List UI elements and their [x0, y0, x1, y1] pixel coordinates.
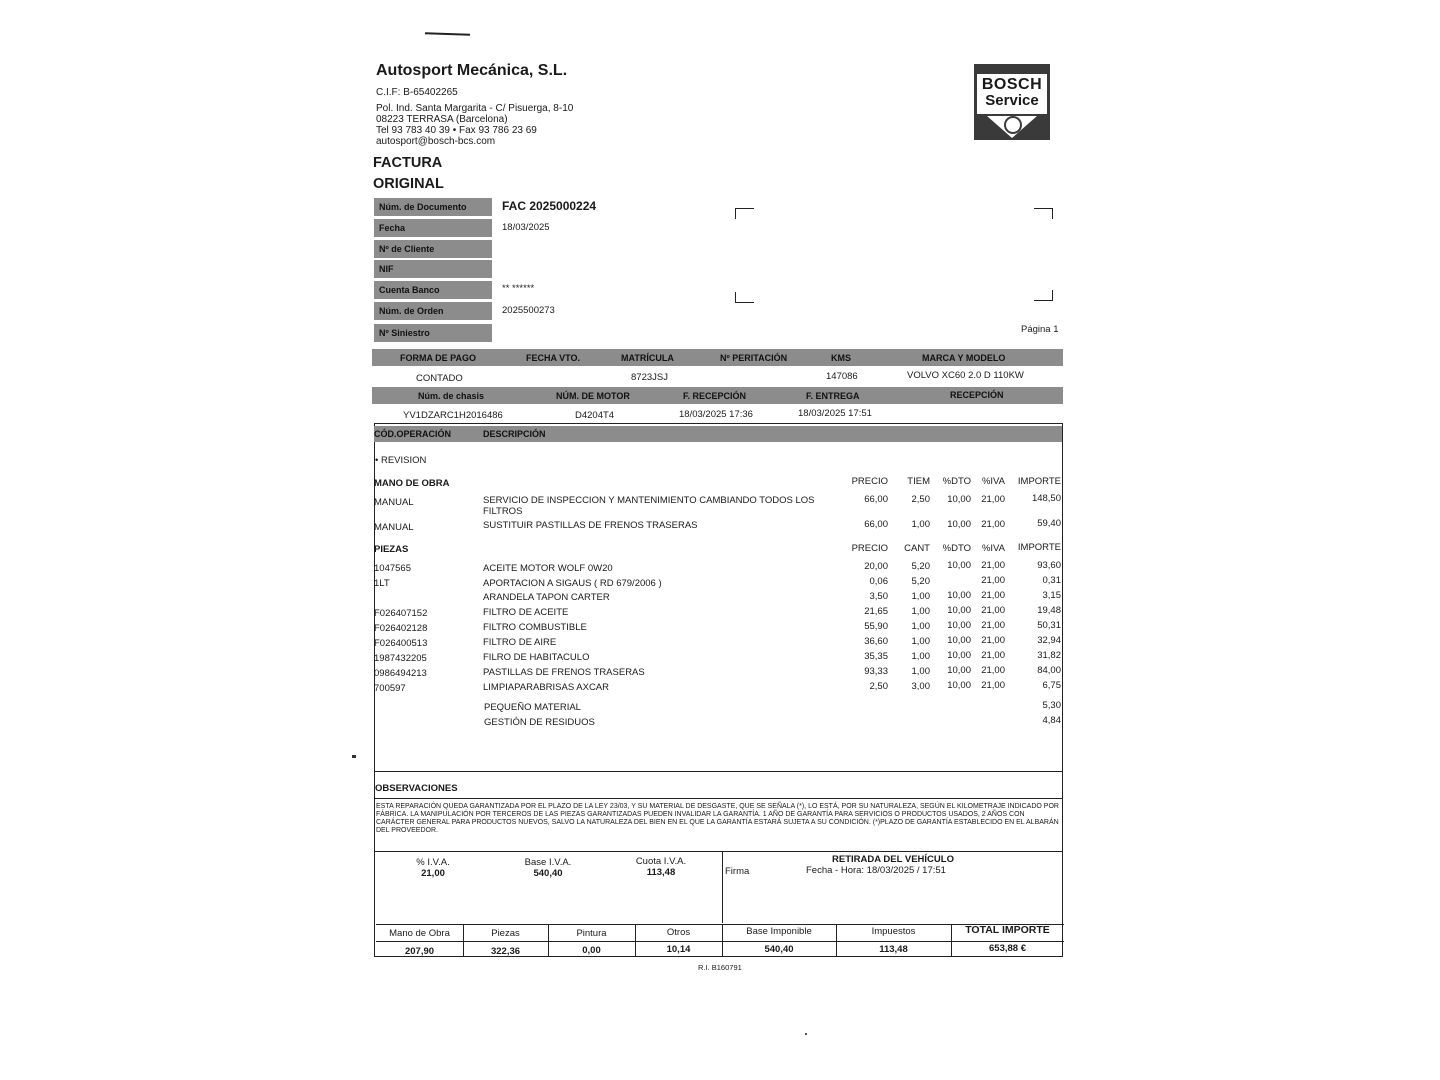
extra-amount: 4,84 — [1042, 715, 1061, 726]
labor-row-price: 66,00 — [864, 494, 888, 505]
parts-row-price: 35,35 — [864, 651, 888, 662]
parts-row-iva: 21,00 — [981, 635, 1005, 646]
pickup-signature-label: Firma — [725, 866, 750, 877]
parts-row-dto: 10,00 — [947, 605, 971, 616]
parts-row-dto: 10,00 — [947, 560, 971, 571]
parts-row-price: 36,60 — [864, 636, 888, 647]
labor-row-desc: SERVICIO DE INSPECCION Y MANTENIMIENTO CAMBIANDO TODOS LOS — [483, 495, 815, 506]
parts-row-code: F026400513 — [374, 638, 428, 649]
parts-row-dto: 10,00 — [947, 620, 971, 631]
divider — [374, 851, 1063, 852]
parts-row-qty: 1,00 — [911, 666, 930, 677]
labor-row-time: 2,50 — [911, 494, 930, 505]
parts-row-desc: LIMPIAPARABRISAS AXCAR — [483, 682, 610, 693]
address-window-corner — [735, 208, 754, 219]
extra-desc: PEQUEÑO MATERIAL — [484, 702, 581, 713]
doc-title: FACTURA — [373, 155, 443, 171]
company-address-2: 08223 TERRASA (Barcelona) — [376, 114, 508, 125]
parts-row-qty: 1,00 — [911, 621, 930, 632]
vv-delivery-date: 18/03/2025 17:51 — [798, 408, 872, 419]
parts-row-iva: 21,00 — [981, 590, 1005, 601]
parts-row-price: 55,90 — [864, 621, 888, 632]
page-number: Página 1 — [1021, 324, 1059, 335]
labor-col-amount: IMPORTE — [1017, 476, 1061, 487]
parts-row-amount: 19,48 — [1037, 605, 1061, 616]
parts-row-iva: 21,00 — [981, 605, 1005, 616]
parts-row-price: 20,00 — [864, 561, 888, 572]
vh-engine: NÚM. DE MOTOR — [556, 391, 630, 401]
parts-row-iva: 21,00 — [981, 560, 1005, 571]
parts-row-iva: 21,00 — [981, 665, 1005, 676]
parts-row-code: 0986494213 — [374, 668, 427, 679]
labor-row-code: MANUAL — [374, 497, 414, 508]
vv-chassis: YV1DZARC1H2016486 — [403, 410, 503, 421]
vat-base-label: Base I.V.A. — [524, 857, 572, 868]
vh-kms: KMS — [831, 353, 851, 363]
address-window-corner — [1034, 290, 1053, 301]
parts-row-amount: 50,31 — [1037, 620, 1061, 631]
scan-speck — [352, 755, 356, 758]
parts-row-dto: 10,00 — [947, 650, 971, 661]
total-value-taxes: 113,48 — [879, 944, 908, 955]
vh-plate: MATRÍCULA — [621, 353, 674, 363]
vv-make-model: VOLVO XC60 2.0 D 110KW — [907, 370, 1024, 381]
field-label-doc-number: Núm. de Documento — [374, 198, 492, 216]
parts-row-qty: 5,20 — [911, 576, 930, 587]
labor-row-code: MANUAL — [374, 522, 414, 533]
parts-row-code: 700597 — [374, 683, 406, 694]
field-label-bank: Cuenta Banco — [374, 281, 492, 299]
field-label-client: Nº de Cliente — [374, 240, 492, 258]
parts-col-iva: %IVA — [981, 543, 1005, 554]
total-value-tax-base: 540,40 — [764, 944, 794, 955]
logo-line-2: Service — [985, 92, 1039, 109]
vv-kms: 147086 — [826, 371, 858, 382]
parts-row-qty: 1,00 — [911, 606, 930, 617]
extra-desc: GESTIÓN DE RESIDUOS — [484, 717, 595, 728]
parts-row-iva: 21,00 — [981, 575, 1005, 586]
parts-row-amount: 3,15 — [1042, 590, 1061, 601]
parts-row-amount: 32,94 — [1037, 635, 1061, 646]
labor-row-price: 66,00 — [864, 519, 888, 530]
field-value-date: 18/03/2025 — [502, 222, 550, 233]
field-label-claim: Nº Siniestro — [374, 324, 492, 342]
company-cif: C.I.F: B-65402265 — [376, 87, 458, 98]
parts-row-qty: 5,20 — [911, 561, 930, 572]
lines-header-band — [374, 426, 1062, 442]
parts-row-amount: 6,75 — [1042, 680, 1061, 691]
pen-mark — [425, 32, 470, 36]
vh-chassis: Núm. de chasis — [418, 391, 485, 401]
total-label-tax-base: Base Imponible — [746, 926, 812, 937]
bosch-service-logo — [974, 64, 1050, 140]
parts-row-code: 1987432205 — [374, 653, 427, 664]
parts-row-amount: 0,31 — [1042, 575, 1061, 586]
parts-row-amount: 31,82 — [1037, 650, 1061, 661]
parts-row-qty: 1,00 — [911, 651, 930, 662]
total-label-taxes: Impuestos — [871, 926, 916, 937]
vh-payment: FORMA DE PAGO — [400, 353, 476, 363]
company-phone: Tel 93 783 40 39 • Fax 93 786 23 69 — [376, 125, 537, 136]
vv-plate: 8723JSJ — [631, 372, 668, 383]
vh-reception-date: F. RECEPCIÓN — [683, 391, 747, 401]
vat-pct-value: 21,00 — [421, 868, 445, 879]
vat-pct-label: % I.V.A. — [416, 857, 450, 868]
lines-header-code: CÓD.OPERACIÓN — [374, 429, 452, 439]
parts-col-price: PRECIO — [851, 543, 888, 554]
labor-title: MANO DE OBRA — [374, 478, 450, 489]
vat-quota-value: 113,48 — [646, 867, 676, 878]
field-label-date: Fecha — [374, 219, 492, 237]
parts-row-desc: FILTRO COMBUSTIBLE — [483, 622, 587, 633]
parts-row-code: 1LT — [374, 578, 390, 589]
parts-row-price: 21,65 — [864, 606, 888, 617]
field-label-nif: NIF — [374, 260, 492, 278]
parts-row-desc: APORTACION A SIGAUS ( RD 679/2006 ) — [483, 578, 662, 589]
total-label-grand-total: TOTAL IMPORTE — [965, 924, 1050, 936]
logo-armature-icon — [1004, 116, 1022, 134]
parts-col-dto: %DTO — [942, 543, 971, 554]
labor-row-iva: 21,00 — [981, 519, 1005, 530]
field-label-order: Núm. de Orden — [374, 302, 492, 320]
parts-row-qty: 3,00 — [911, 681, 930, 692]
labor-row-iva: 21,00 — [981, 494, 1005, 505]
company-name: Autosport Mecánica, S.L. — [376, 62, 568, 79]
parts-row-desc: ACEITE MOTOR WOLF 0W20 — [483, 563, 613, 574]
labor-row-desc: SUSTITUIR PASTILLAS DE FRENOS TRASERAS — [483, 520, 698, 531]
parts-row-qty: 1,00 — [911, 591, 930, 602]
parts-row-dto: 10,00 — [947, 590, 971, 601]
vh-delivery-date: F. ENTREGA — [806, 391, 860, 401]
parts-row-desc: FILTRO DE ACEITE — [483, 607, 569, 618]
vv-engine: D4204T4 — [575, 410, 615, 421]
vh-due-date: FECHA VTO. — [526, 353, 581, 363]
parts-row-price: 0,06 — [869, 576, 888, 587]
parts-row-qty: 1,00 — [911, 636, 930, 647]
labor-col-iva: %IVA — [981, 476, 1005, 487]
vv-payment: CONTADO — [416, 373, 463, 384]
vv-reception-date: 18/03/2025 17:36 — [679, 409, 753, 420]
total-value-others: 10,14 — [666, 944, 691, 955]
parts-row-desc: FILTRO DE AIRE — [483, 637, 557, 648]
observations-title: OBSERVACIONES — [375, 783, 458, 794]
doc-subtitle: ORIGINAL — [373, 176, 444, 192]
logo-line-1: BOSCH — [981, 76, 1043, 93]
company-address-1: Pol. Ind. Santa Margarita - C/ Pisuerga, 8-10 — [376, 103, 574, 114]
total-value-parts: 322,36 — [490, 946, 521, 957]
parts-row-iva: 21,00 — [981, 680, 1005, 691]
vat-base-value: 540,40 — [533, 868, 563, 879]
parts-row-desc: ARANDELA TAPON CARTER — [483, 592, 610, 603]
labor-row-dto: 10,00 — [947, 494, 971, 505]
labor-row-amount: 148,50 — [1031, 493, 1061, 504]
labor-col-time: TIEM — [907, 476, 930, 487]
labor-row-desc-cont: FILTROS — [483, 506, 523, 517]
parts-title: PIEZAS — [374, 544, 409, 555]
vh-reception: RECEPCIÓN — [950, 390, 1004, 400]
address-window-corner — [735, 292, 754, 303]
divider — [376, 941, 1064, 942]
parts-row-desc: PASTILLAS DE FRENOS TRASERAS — [483, 667, 645, 678]
parts-row-price: 3,50 — [869, 591, 888, 602]
field-value-bank: ** ****** — [502, 283, 535, 294]
vh-appraisal: Nº PERITACIÓN — [720, 353, 788, 363]
parts-row-dto: 10,00 — [947, 665, 971, 676]
parts-row-code: F026407152 — [374, 608, 428, 619]
scan-speck — [805, 1033, 807, 1035]
observations-text: ESTA REPARACIÓN QUEDA GARANTIZADA POR EL PLAZO DE LA LEY 23/03, Y SU MATERIAL DE DESGASTE, QUE SE SEÑALA (*), LO ESTÁ, POR SU NATURALEZA, SEGÚN EL KILOMETRAJE INDICADO POR FÁBRICA. LA MANIPULACIÓN POR TERCEROS DE LAS PIEZAS GARANTIZADAS PUEDEN INVALIDAR LA GARANTÍA. 1 AÑO DE GARANTÍA PARA SERVICIOS O PRODUCTOS USADOS, 2 AÑOS CON CARÁCTER GENERAL PARA PRODUCTOS NUEVOS, SALVO LA NATURALEZA DEL BIEN EN EL QUE LA GARANTÍA ESTARÁ SUJETA A SU CONDICIÓN. (*)PLAZO DE GARANTÍA ESTABLECIDO EN EL ALBARÁN DEL PROVEEDOR. — [376, 803, 1059, 834]
divider — [722, 852, 723, 923]
parts-col-amount: IMPORTE — [1017, 542, 1061, 553]
labor-row-amount: 59,40 — [1037, 518, 1061, 529]
labor-col-dto: %DTO — [942, 476, 971, 487]
total-label-labor: Mano de Obra — [389, 928, 450, 939]
parts-row-amount: 84,00 — [1037, 665, 1061, 676]
vat-quota-label: Cuota I.V.A. — [635, 856, 687, 867]
parts-row-iva: 21,00 — [981, 620, 1005, 631]
revision-heading: • REVISION — [375, 455, 427, 466]
address-window-corner — [1034, 208, 1053, 219]
labor-row-time: 1,00 — [911, 519, 930, 530]
pickup-title: RETIRADA DEL VEHÍCULO — [832, 854, 954, 865]
divider — [374, 771, 1063, 772]
company-email: autosport@bosch-bcs.com — [376, 136, 496, 147]
total-label-others: Otros — [666, 927, 691, 938]
pickup-datetime: Fecha - Hora: 18/03/2025 / 17:51 — [806, 865, 946, 876]
labor-col-price: PRECIO — [851, 476, 888, 487]
parts-row-desc: FILRO DE HABITACULO — [483, 652, 590, 663]
labor-row-dto: 10,00 — [947, 519, 971, 530]
total-value-paint: 0,00 — [582, 945, 601, 956]
vh-make-model: MARCA Y MODELO — [922, 353, 1006, 363]
parts-row-amount: 93,60 — [1037, 560, 1061, 571]
parts-row-price: 2,50 — [869, 681, 888, 692]
parts-row-dto: 10,00 — [947, 635, 971, 646]
extra-amount: 5,30 — [1042, 700, 1061, 711]
lines-header-desc: DESCRIPCIÓN — [483, 429, 546, 439]
total-value-labor: 207,90 — [404, 946, 435, 957]
total-label-parts: Piezas — [491, 928, 520, 939]
parts-row-code: F026402128 — [374, 623, 428, 634]
total-value-grand-total: 653,88 € — [989, 943, 1026, 954]
parts-row-iva: 21,00 — [981, 650, 1005, 661]
parts-col-qty: CANT — [904, 543, 930, 554]
parts-row-price: 93,33 — [864, 666, 888, 677]
divider — [374, 798, 1063, 799]
parts-row-dto: 10,00 — [947, 680, 971, 691]
field-value-doc-number: FAC 2025000224 — [502, 199, 597, 213]
field-value-order: 2025500273 — [502, 305, 555, 316]
registry-footer: R.I. B160791 — [698, 963, 742, 972]
parts-row-code: 1047565 — [374, 563, 411, 574]
total-label-paint: Pintura — [576, 928, 607, 939]
